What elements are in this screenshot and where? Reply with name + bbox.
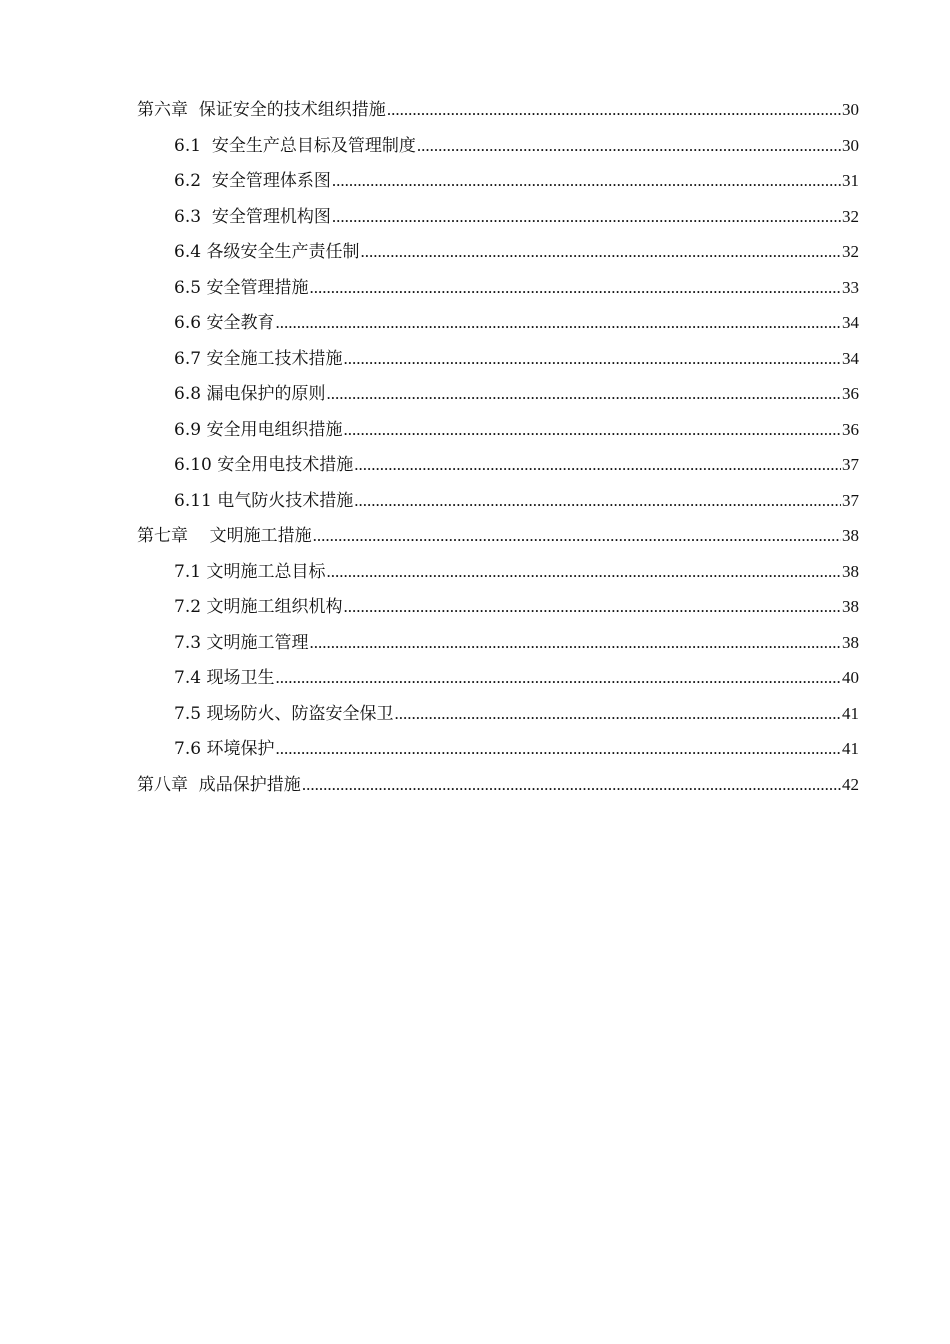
- toc-dot-leader: [354, 483, 841, 519]
- toc-entry-title: 6.8 漏电保护的原则: [174, 384, 326, 404]
- toc-entry-title: 7.6 环境保护: [174, 739, 275, 759]
- toc-entry-page: 37: [842, 490, 859, 510]
- toc-dot-leader: [332, 199, 841, 235]
- toc-entry-page: 40: [842, 668, 859, 687]
- toc-entry-page: 31: [842, 171, 859, 190]
- toc-entry-6-9[interactable]: [137, 412, 859, 448]
- toc-dot-leader: [326, 554, 841, 590]
- toc-entry-chapter-6[interactable]: [137, 92, 859, 128]
- toc-entry-page: 32: [842, 206, 859, 226]
- toc-entry-6-3[interactable]: [137, 199, 859, 235]
- toc-entry-page: 34: [842, 313, 859, 332]
- toc-entry-title: 6.2 安全管理体系图: [174, 171, 331, 191]
- toc-entry-title: 7.2 文明施工组织机构: [174, 597, 343, 617]
- toc-entry-6-2[interactable]: [137, 163, 859, 199]
- toc-entry-title: 7.3 文明施工管理: [174, 632, 309, 653]
- toc-dot-leader: [309, 625, 841, 661]
- toc-dot-leader: [394, 696, 841, 732]
- toc-entry-page: 38: [842, 561, 859, 581]
- toc-entry-page: 37: [842, 455, 859, 474]
- toc-entry-title: 6.4 各级安全生产责任制: [174, 242, 360, 262]
- toc-entry-6-10[interactable]: [137, 447, 859, 483]
- table-of-contents: [137, 92, 859, 802]
- toc-entry-title: 第八章 成品保护措施: [137, 774, 301, 795]
- toc-entry-7-2[interactable]: [137, 589, 859, 625]
- toc-entry-title: 6.11 电气防火技术措施: [174, 490, 354, 511]
- toc-dot-leader: [309, 270, 841, 306]
- toc-entry-title: 6.6 安全教育: [174, 313, 275, 333]
- toc-entry-title: 第七章 文明施工措施: [137, 526, 312, 546]
- toc-entry-title: 6.5 安全管理措施: [174, 277, 309, 298]
- toc-entry-page: 30: [842, 135, 859, 155]
- toc-entry-page: 41: [842, 703, 859, 723]
- toc-entry-title: 6.10 安全用电技术措施: [174, 455, 354, 475]
- toc-entry-title: 7.4 现场卫生: [174, 668, 275, 688]
- toc-entry-chapter-8[interactable]: [137, 767, 859, 803]
- toc-entry-page: 36: [842, 419, 859, 439]
- toc-dot-leader: [332, 163, 841, 199]
- toc-dot-leader: [313, 518, 841, 554]
- toc-dot-leader: [275, 731, 841, 767]
- toc-entry-6-11[interactable]: [137, 483, 859, 519]
- toc-entry-title: 第六章 保证安全的技术组织措施: [137, 100, 386, 120]
- toc-dot-leader: [275, 660, 841, 696]
- toc-entry-title: 7.5 现场防火、防盗安全保卫: [174, 703, 394, 724]
- toc-entry-7-4[interactable]: [137, 660, 859, 696]
- toc-entry-page: 33: [842, 277, 859, 297]
- toc-dot-leader: [360, 234, 841, 270]
- toc-entry-6-1[interactable]: [137, 128, 859, 164]
- toc-entry-title: 6.7 安全施工技术措施: [174, 348, 343, 369]
- toc-entry-title: 6.3 安全管理机构图: [174, 206, 331, 227]
- toc-dot-leader: [326, 376, 841, 412]
- toc-dot-leader: [302, 767, 841, 803]
- toc-dot-leader: [275, 305, 841, 341]
- toc-entry-page: 38: [842, 526, 859, 545]
- toc-entry-title: 6.1 安全生产总目标及管理制度: [174, 135, 416, 156]
- toc-dot-leader: [343, 589, 841, 625]
- toc-entry-title: 7.1 文明施工总目标: [174, 561, 326, 582]
- toc-entry-page: 41: [842, 739, 859, 758]
- toc-entry-page: 30: [842, 100, 859, 119]
- toc-entry-page: 38: [842, 597, 859, 616]
- toc-entry-6-4[interactable]: [137, 234, 859, 270]
- toc-entry-title: 6.9 安全用电组织措施: [174, 419, 343, 440]
- toc-entry-7-5[interactable]: [137, 696, 859, 732]
- toc-entry-page: 36: [842, 384, 859, 403]
- toc-entry-page: 34: [842, 348, 859, 368]
- toc-entry-7-1[interactable]: [137, 554, 859, 590]
- toc-dot-leader: [343, 412, 841, 448]
- toc-entry-6-5[interactable]: [137, 270, 859, 306]
- toc-entry-chapter-7[interactable]: [137, 518, 859, 554]
- toc-dot-leader: [354, 447, 841, 483]
- toc-dot-leader: [387, 92, 841, 128]
- toc-entry-6-8[interactable]: [137, 376, 859, 412]
- toc-entry-page: 32: [842, 242, 859, 261]
- toc-entry-7-6[interactable]: [137, 731, 859, 767]
- toc-entry-page: 42: [842, 774, 859, 794]
- toc-dot-leader: [417, 128, 841, 164]
- toc-entry-page: 38: [842, 632, 859, 652]
- toc-entry-7-3[interactable]: [137, 625, 859, 661]
- toc-entry-6-7[interactable]: [137, 341, 859, 377]
- toc-entry-6-6[interactable]: [137, 305, 859, 341]
- toc-dot-leader: [343, 341, 841, 377]
